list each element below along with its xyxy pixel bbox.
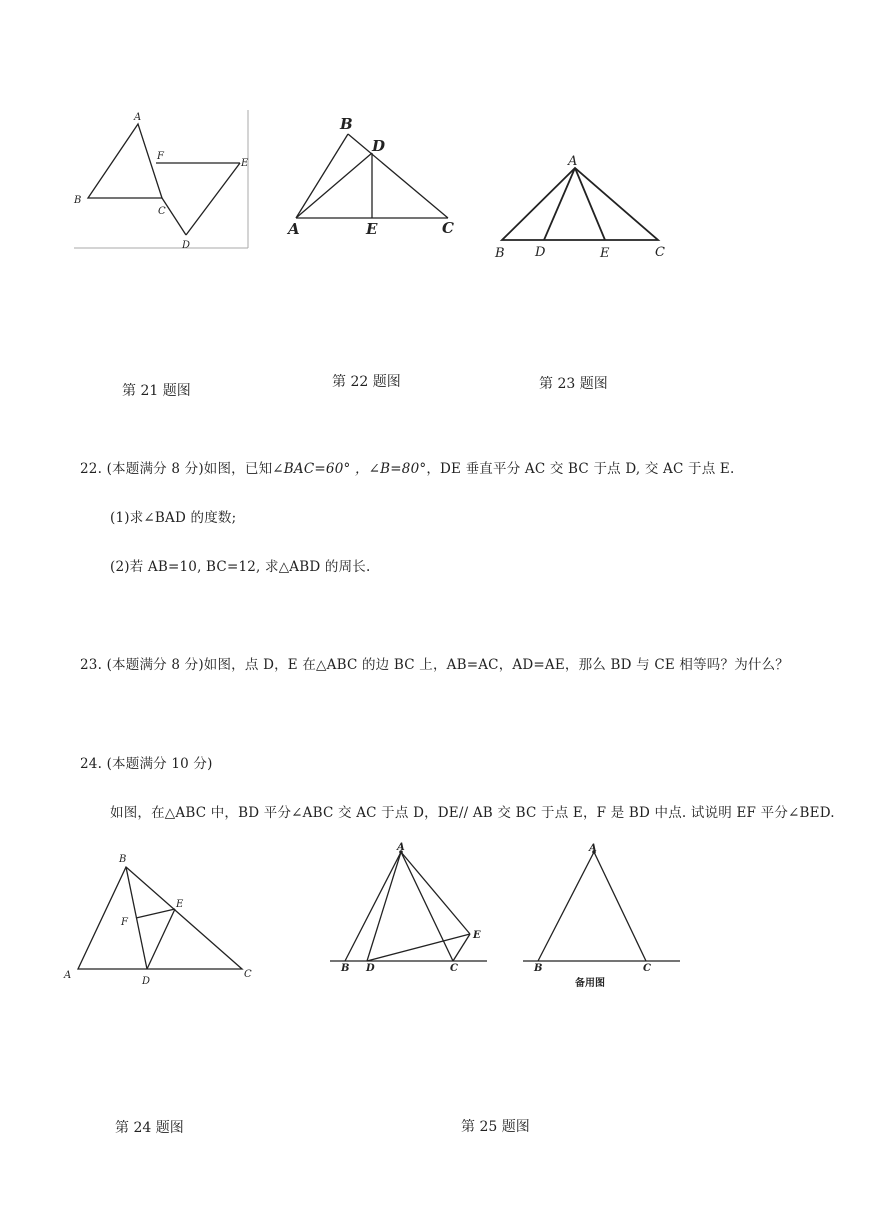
- figure-23: [490, 148, 680, 268]
- label-b: B: [119, 854, 127, 865]
- label-a: A: [568, 154, 578, 169]
- question-24-text: 如图，在△ABC 中，BD 平分∠ABC 交 AC 于点 D，DE// AB 交 BC 于点 E，F 是 BD 中点. 试说明 EF 平分∠BED.: [110, 805, 835, 821]
- question-24-header: (本题满分 10 分): [106, 756, 213, 772]
- label-a: A: [589, 843, 597, 854]
- figure-22: [280, 110, 470, 240]
- segment-bc: [348, 134, 448, 218]
- label-c: C: [643, 963, 651, 974]
- question-22-condition: ，DE 垂直平分 AC 交 BC 于点 D, 交 AC 于点 E.: [426, 461, 735, 477]
- spare-figure-note: 备用图: [575, 978, 605, 989]
- label-e: E: [176, 899, 184, 910]
- label-c: C: [158, 206, 166, 217]
- label-a: A: [288, 220, 300, 238]
- label-b: B: [340, 115, 353, 133]
- label-a: A: [397, 842, 405, 853]
- caption-fig22: 第 22 题图: [332, 374, 401, 390]
- question-22-part1: (1)求∠BAD 的度数;: [110, 510, 237, 526]
- label-b: B: [74, 195, 82, 206]
- segment-ad: [367, 852, 401, 961]
- segment-ab: [345, 852, 401, 961]
- segment-ae: [575, 168, 605, 240]
- question-23: [80, 653, 789, 673]
- figure-25-spare: [518, 838, 688, 993]
- caption-fig24: 第 24 题图: [115, 1120, 184, 1136]
- question-22-header: (本题满分 8 分)如图，已知: [106, 461, 273, 477]
- figure-25: [325, 838, 500, 978]
- label-c: C: [244, 969, 252, 980]
- label-d: D: [142, 976, 151, 987]
- segment-fe: [136, 909, 175, 918]
- label-f: F: [121, 917, 128, 928]
- segment-ae: [401, 852, 470, 934]
- figure-21: [60, 100, 260, 260]
- question-23-text: (本题满分 8 分)如图，点 D，E 在△ABC 的边 BC 上，AB=AC，AD=AE，那么 BD 与 CE 相等吗？为什么？: [106, 657, 789, 673]
- label-d: D: [535, 245, 546, 260]
- label-c: C: [655, 245, 665, 260]
- segment-ad: [544, 168, 575, 240]
- segment-de: [367, 934, 470, 961]
- triangle-abc: [78, 867, 242, 969]
- label-d: D: [182, 240, 191, 251]
- question-23-number: 23.: [80, 657, 103, 673]
- label-e: E: [366, 220, 378, 238]
- segment-ab: [296, 134, 348, 218]
- question-22-angle-bac: ∠BAC=60°: [272, 461, 351, 477]
- segment-ac: [594, 852, 646, 961]
- caption-fig21: 第 21 题图: [122, 383, 191, 399]
- label-e: E: [241, 158, 249, 169]
- question-22-part2: (2)若 AB=10, BC=12, 求△ABD 的周长.: [110, 559, 371, 575]
- label-d: D: [366, 963, 375, 974]
- question-24: [80, 752, 213, 772]
- segment-ad: [296, 153, 372, 218]
- segment-ab: [538, 852, 594, 961]
- label-a: A: [64, 970, 72, 981]
- question-22: [80, 457, 734, 477]
- segment-de: [147, 909, 175, 969]
- caption-fig25: 第 25 题图: [461, 1119, 530, 1135]
- label-c: C: [450, 963, 458, 974]
- label-c: C: [442, 219, 454, 237]
- label-d: D: [372, 137, 386, 155]
- label-a: A: [134, 112, 142, 123]
- label-b: B: [534, 963, 543, 974]
- question-22-angle-b: ，∠B=80°: [354, 461, 427, 477]
- label-b: B: [495, 246, 505, 261]
- label-e: E: [473, 930, 481, 941]
- triangle-abc: [88, 124, 162, 198]
- label-e: E: [600, 246, 610, 261]
- segment-ed: [186, 163, 240, 235]
- label-f: F: [157, 151, 164, 162]
- question-24-number: 24.: [80, 756, 103, 772]
- figure-24: [56, 845, 276, 995]
- caption-fig23: 第 23 题图: [539, 376, 608, 392]
- label-b: B: [341, 963, 350, 974]
- question-22-number: 22.: [80, 461, 103, 477]
